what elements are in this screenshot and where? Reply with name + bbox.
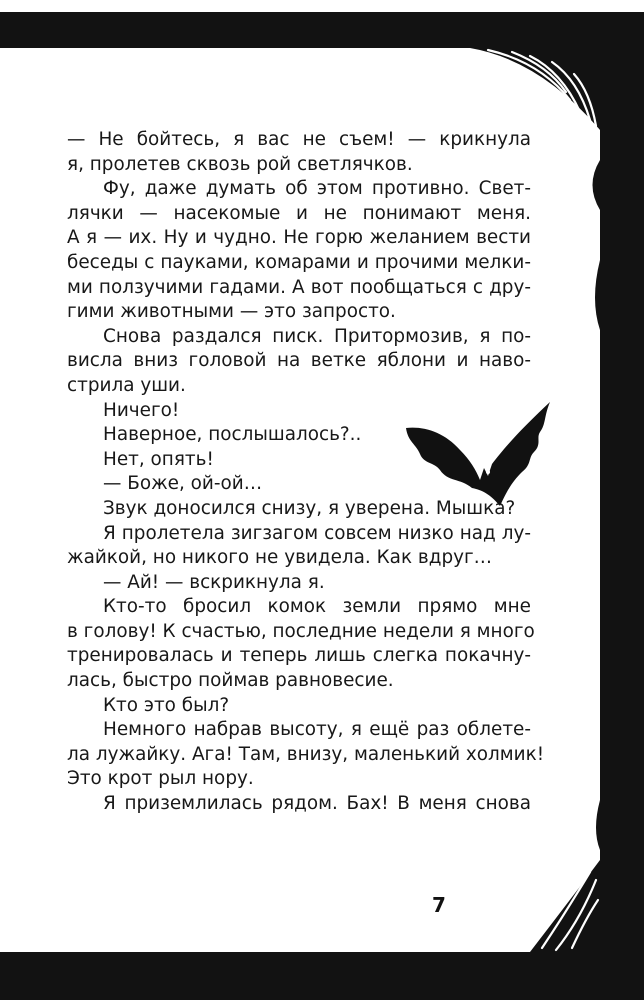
text-line: беседы с пауками, комарами и прочими мелки- bbox=[67, 251, 531, 273]
text-line: Это крот рыл нору. bbox=[67, 768, 254, 790]
text-line: я, пролетев сквозь рой светлячков. bbox=[67, 153, 413, 175]
page-number: 7 bbox=[432, 893, 446, 917]
text-line: лась, быстро поймав равновесие. bbox=[67, 670, 394, 692]
text-line: стрила уши. bbox=[67, 374, 186, 396]
text-line: Снова раздался писк. Притормозив, я по- bbox=[103, 325, 531, 347]
text-line: Фу, даже думать об этом противно. Свет- bbox=[103, 178, 531, 200]
text-line: Я приземлилась рядом. Бах! В меня снова bbox=[103, 793, 531, 815]
text-line: Звук доносился снизу, я уверена. Мышка? bbox=[103, 497, 516, 519]
text-line: жайкой, но никого не увидела. Как вдруг… bbox=[67, 547, 493, 569]
text-line: — Ай! — вскрикнула я. bbox=[103, 571, 325, 593]
bat-silhouette-icon bbox=[404, 398, 554, 508]
text-line: висла вниз головой на ветке яблони и наво- bbox=[67, 350, 531, 372]
text-line: тренировалась и теперь лишь слегка покачну- bbox=[67, 645, 531, 667]
text-line: Немного набрав высоту, я ещё раз облете- bbox=[103, 719, 531, 741]
text-line: ла лужайку. Ага! Там, внизу, маленький холмик! bbox=[67, 743, 545, 765]
text-line: — Не бойтесь, я вас не съем! — крикнула bbox=[67, 129, 531, 150]
text-line: — Боже, ой-ой… bbox=[103, 473, 263, 495]
text-line: А я — их. Ну и чудно. Не горю желанием вести bbox=[67, 227, 531, 249]
text-line: лячки — насекомые и не понимают меня. bbox=[67, 202, 531, 224]
text-line: Ничего! bbox=[103, 399, 180, 421]
text-line: Нет, опять! bbox=[103, 448, 214, 470]
text-line: Кто-то бросил комок земли прямо мне bbox=[103, 596, 531, 618]
text-line: Наверное, послышалось?.. bbox=[103, 424, 362, 446]
text-line: ми ползучими гадами. А вот пообщаться с дру- bbox=[67, 276, 531, 298]
text-line: Я пролетела зигзагом совсем низко над лу- bbox=[103, 522, 531, 544]
text-line: Кто это был? bbox=[103, 694, 230, 716]
text-line: в голову! К счастью, последние недели я много bbox=[67, 620, 535, 642]
text-line: гими животными — это запросто. bbox=[67, 301, 396, 323]
